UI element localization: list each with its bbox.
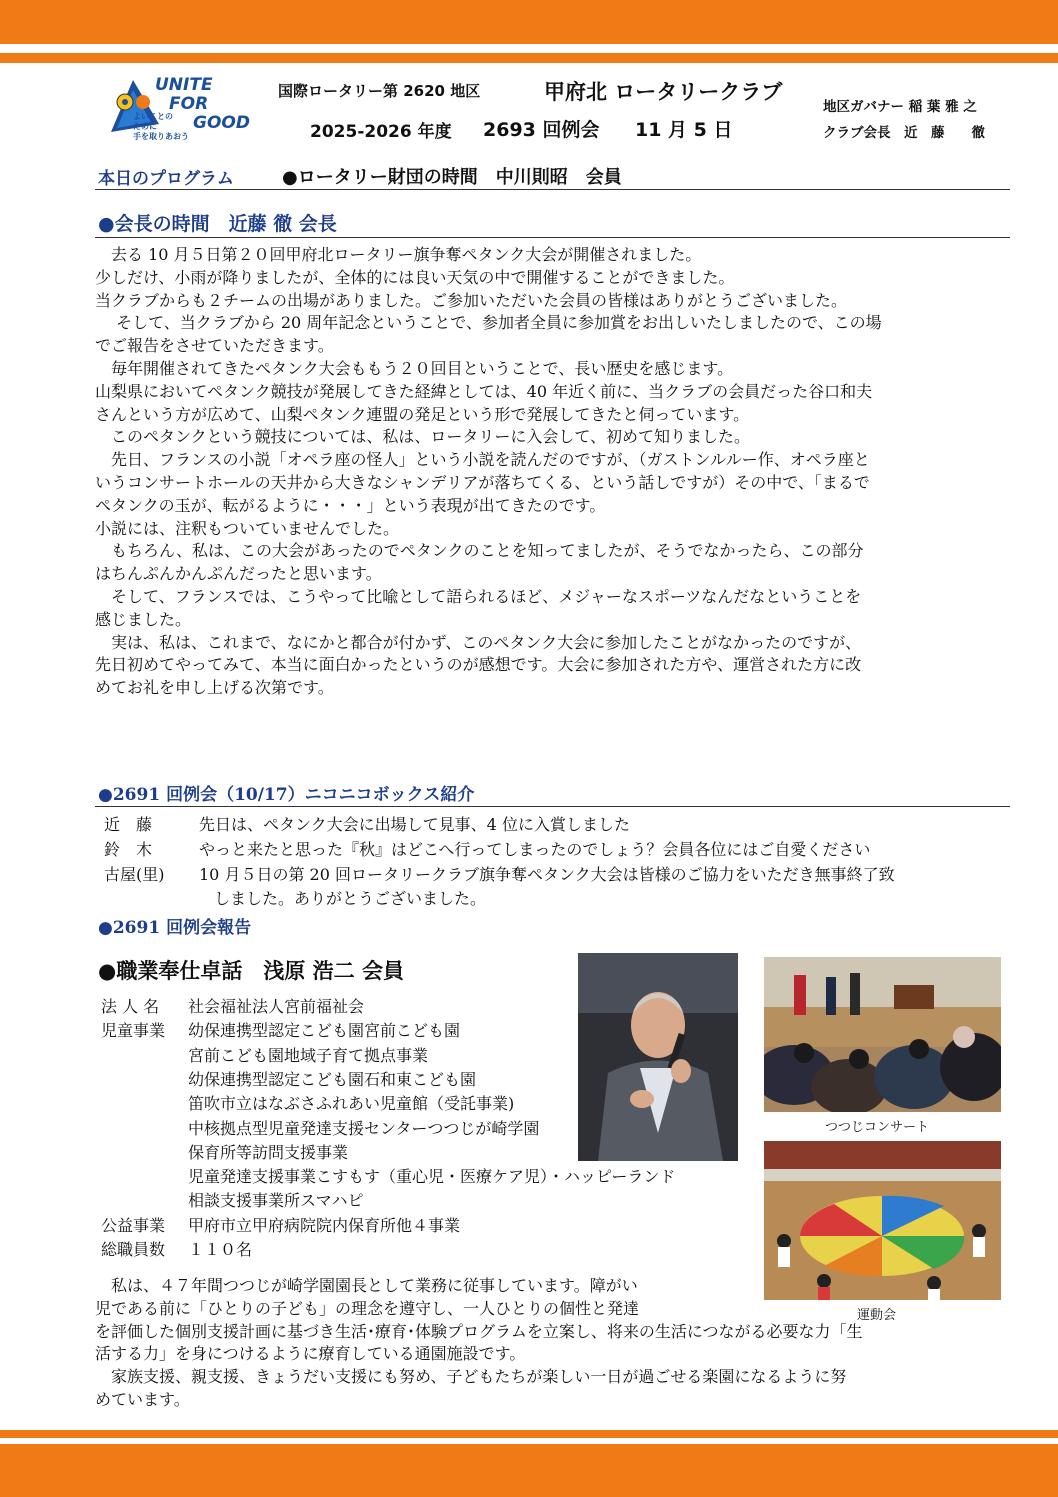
logo-good: GOOD: [193, 113, 250, 133]
body-line: 先日初めてやってみて、本当に面白かったというのが感想です。大会に参加された方や、運営された方に改: [95, 655, 862, 675]
nikoniko-title: ●2691 回例会（10/17）ニコニコボックス紹介: [98, 785, 475, 805]
row-value: 宮前こども園地域子育て拠点事業: [188, 1045, 429, 1065]
divider: [95, 189, 1010, 190]
meeting-number: 2693 回例会: [483, 119, 600, 141]
meeting-date: 11 月 5 日: [635, 119, 733, 141]
top-band-thin: [0, 53, 1058, 63]
row-value: 幼保連携型認定こども園宮前こども園: [188, 1021, 461, 1041]
divider: [95, 237, 1010, 238]
report-title: ●2691 回例会報告: [98, 918, 252, 938]
body-line: 活する力」を身につけるように療育している通園施設です。: [95, 1344, 526, 1364]
logo-tagline2: ために: [133, 122, 157, 131]
speech-title: ●職業奉仕卓話 浅原 浩二 会員: [98, 958, 404, 983]
logo-unite: UNITE: [155, 75, 213, 95]
body-line: めています。: [95, 1389, 190, 1409]
nikoniko-text: 10 月５日の第 20 回ロータリークラブ旗争奪ペタンク大会は皆様のご協力をいただき無事終了致: [199, 865, 895, 884]
body-line: 実は、私は、これまで、なにかと都合が付かず、このペタンク大会に参加したことがなかったのですが、: [95, 632, 862, 652]
body-line: さんという方が広めて、山梨ペタンク連盟の発足という形で発展してきたと伺っています。: [95, 404, 750, 424]
body-line: 小説には、注釈もついていませんでした。: [95, 518, 400, 538]
row-value: 社会福祉法人宮前福祉会: [188, 997, 365, 1016]
body-line: このペタンクという競技については、私は、ロータリーに入会して、初めて知りました。: [95, 427, 751, 447]
nikoniko-text: やっと来たと思った『秋』はどこへ行ってしまったのでしょう？会員各位にはご自愛ください: [199, 840, 871, 859]
speech-body: [95, 1275, 1025, 1412]
body-line: 家族支援、親支援、きょうだい支援にも努め、子どもたちが楽しい一日が過ごせる楽園になるように努: [95, 1367, 847, 1387]
logo: [103, 72, 263, 152]
row-label: 児童事業: [101, 1021, 166, 1041]
nikoniko-continuation: しました。ありがとうございました。: [214, 889, 487, 908]
nikoniko-name: 古屋(里): [104, 865, 165, 884]
body-line: でご報告をさせていただきます。: [95, 336, 334, 356]
row-label: 総職員数: [101, 1240, 166, 1259]
president-time-title: ●会長の時間 近藤 徹 会長: [98, 213, 337, 235]
concert-photo: [764, 957, 1001, 1112]
row-value: 保育所等訪問支援事業: [188, 1142, 349, 1162]
logo-for: FOR: [169, 94, 209, 114]
row-label: 公益事業: [101, 1215, 166, 1235]
body-line: 去る 10 月５日第２０回甲府北ロータリー旗争奪ペタンク大会が開催されました。: [95, 245, 702, 264]
row-label: 法 人 名: [101, 997, 160, 1016]
speaker-photo: [578, 953, 738, 1161]
nikoniko-name: 近 藤: [104, 815, 153, 834]
nikoniko-text: 先日は、ペタンク大会に出場して見事、4 位に入賞しました: [199, 815, 630, 834]
logo-tagline3: 手を取りあおう: [133, 132, 189, 141]
row-value: 相談支援事業所スマハピ: [188, 1191, 364, 1211]
program-label: 本日のプログラム: [98, 169, 234, 189]
body-line: はちんぷんかんぷんだったと思います。: [95, 564, 382, 584]
divider: [95, 806, 1010, 807]
body-line: 山梨県においてペタンク競技が発展してきた経緯としては、40 年近く前に、当クラブの会員だった谷口和夫: [95, 381, 873, 401]
body-line: 私は、４７年間つつじが崎学園園長として業務に従事しています。障がい: [95, 1276, 638, 1295]
body-line: 当クラブからも２チームの出場がありました。ご参加いただいた会員の皆様はありがとうございました。: [95, 290, 848, 310]
body-line: もちろん、私は、この大会があったのでペタンクのことを知ってましたが、そうでなかったら、この部分: [95, 541, 864, 561]
row-value: 幼保連携型認定こども園石和東こども園: [188, 1069, 477, 1089]
body-line: 児である前に「ひとりの子ども」の理念を遵守し、一人ひとりの個性と発達: [95, 1298, 640, 1318]
body-line: いうコンサートホールの天井から大きなシャンデリアが落ちてくる、という話しですが）その中で、「まるで: [95, 472, 870, 492]
governor: 地区ガバナー 稲 葉 雅 之: [823, 99, 977, 115]
district-label: 国際ロータリー第 2620 地区: [278, 82, 481, 100]
club-president: クラブ会長 近 藤 徹: [823, 125, 985, 141]
fiscal-year: 2025-2026 年度: [310, 122, 452, 142]
row-value: 甲府市立甲府病院院内保育所他４事業: [188, 1215, 461, 1235]
bottom-band: [0, 1444, 1058, 1497]
body-line: 先日、フランスの小説「オペラ座の怪人」という小説を読んだのですが、（ガストンルルー作、オペラ座と: [95, 450, 870, 470]
body-line: めてお礼を申し上げる次第です。: [95, 678, 334, 698]
club-name: 甲府北 ロータリークラブ: [544, 80, 783, 104]
body-line: そして、フランスでは、こうやって比喩として語られるほど、メジャーなスポーツなんだなということを: [95, 586, 862, 606]
logo-tagline1: よいことの: [133, 112, 173, 121]
body-line: 感じました。: [95, 609, 192, 629]
nikoniko-name: 鈴 木: [104, 840, 153, 859]
program-text: ●ロータリー財団の時間 中川則昭 会員: [282, 167, 622, 188]
body-line: 毎年開催されてきたペタンク大会ももう２０回目ということで、長い歴史を感じます。: [95, 358, 734, 378]
row-value: １１０名: [188, 1240, 253, 1259]
row-value: 児童発達支援事業こすもす（重心児・医療ケア児）・ハッピーランド: [188, 1167, 676, 1187]
bottom-band-thin: [0, 1430, 1058, 1438]
body-line: そして、当クラブから 20 周年記念ということで、参加者全員に参加賞をお出しいたしましたので、この場: [95, 313, 882, 333]
row-value: 笛吹市立はなぶさふれあい児童館（受託事業): [188, 1094, 515, 1114]
body-line: ペタンクの玉が、転がるように・・・」という表現が出てきたのです。: [95, 495, 606, 515]
top-band: [0, 0, 1058, 44]
concert-caption: つつじコンサート: [825, 1120, 930, 1135]
president-time-body: [95, 244, 1025, 700]
body-line: 少しだけ、小雨が降りましたが、全体的には良い天気の中で開催することができました。: [95, 267, 735, 287]
body-line: を評価した個別支援計画に基づき生活･療育･体験プログラムを立案し、将来の生活につながる必要な力「生: [95, 1321, 863, 1341]
sports-day-caption: 運動会: [857, 1308, 897, 1323]
row-value: 中核拠点型児童発達支援センターつつじが崎学園: [188, 1118, 540, 1138]
